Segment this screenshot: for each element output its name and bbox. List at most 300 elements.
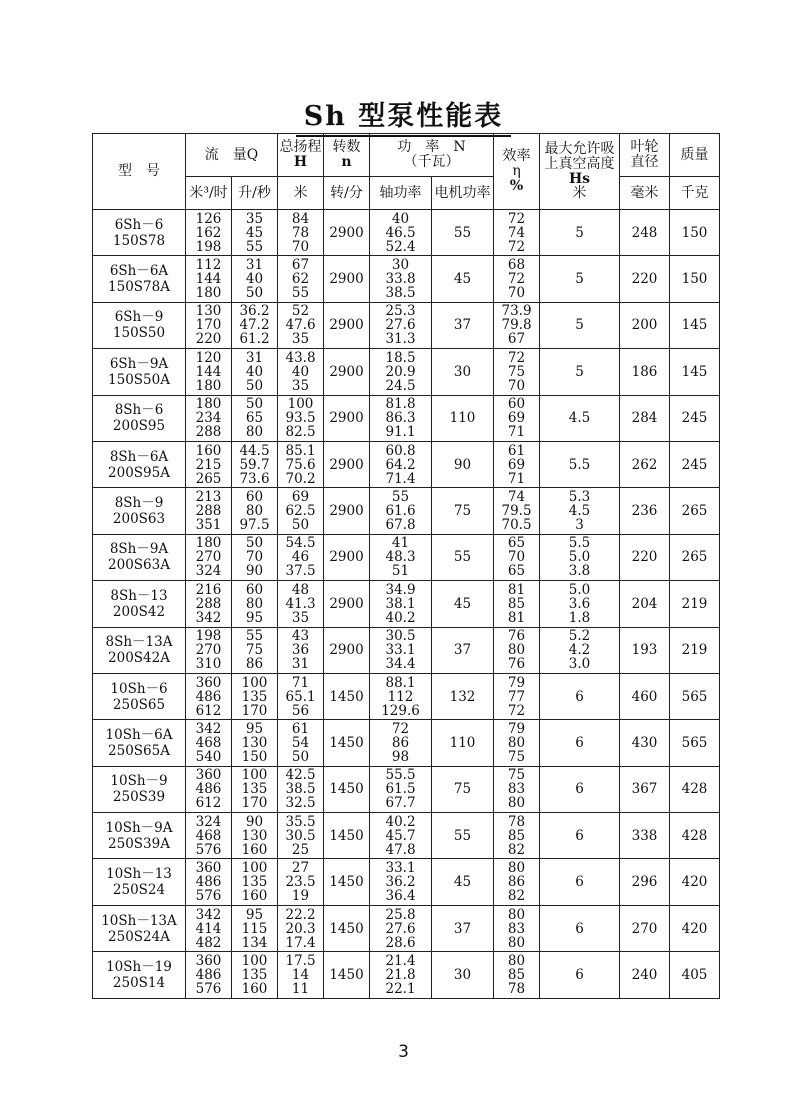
- cell-efficiency: [494, 720, 540, 766]
- cell-shaft-power-line: 21.8: [385, 966, 416, 983]
- cell-impeller-diameter: 193: [620, 627, 670, 673]
- cell-flow-m3h-line: 576: [195, 841, 222, 858]
- cell-shaft-power-line: 51: [391, 563, 410, 580]
- cell-shaft-power-line: 71.4: [385, 470, 416, 487]
- header-efficiency: 效率 η %: [494, 134, 540, 210]
- cell-flow-ls-line: 134: [241, 934, 268, 951]
- cell-suction-height: [540, 534, 620, 580]
- cell-flow-m3h-line: 288: [195, 595, 222, 612]
- cell-impeller-diameter: 296: [620, 859, 670, 905]
- header-model: 型 号: [93, 134, 186, 210]
- cell-flow-m3h-line: 112: [195, 257, 222, 274]
- cell-efficiency-line: 70.5: [501, 517, 532, 534]
- cell-head-line: 54: [291, 734, 310, 751]
- cell-impeller-diameter: 270: [620, 905, 670, 951]
- cell-model: [93, 905, 186, 951]
- cell-efficiency-line: 78: [507, 813, 526, 830]
- cell-shaft-power-line: 24.5: [385, 377, 416, 394]
- cell-flow-m3h-line: 270: [195, 642, 222, 659]
- cell-flow-m3h-line: 220: [195, 331, 222, 348]
- cell-efficiency-line: 72: [507, 210, 526, 227]
- cell-flow-ls-line: 75: [245, 642, 264, 659]
- cell-head-line: 35: [291, 377, 310, 394]
- cell-flow-m3h-line: 126: [195, 210, 222, 227]
- cell-efficiency-line: 71: [507, 424, 526, 441]
- cell-head-line: 50: [291, 517, 310, 534]
- cell-shaft-power-line: 21.4: [385, 952, 416, 969]
- cell-head-line: 17.5: [285, 952, 316, 969]
- cell-suction-height: [540, 952, 620, 998]
- cell-flow-m3h: [186, 813, 232, 859]
- cell-shaft-power: [370, 952, 432, 998]
- cell-speed: 1450: [324, 766, 370, 812]
- cell-efficiency: [494, 581, 540, 627]
- cell-model: [93, 627, 186, 673]
- cell-head-line: 22.2: [285, 906, 316, 923]
- cell-motor-power: 75: [432, 766, 494, 812]
- cell-model-line: 8Sh－13A: [105, 634, 173, 651]
- cell-flow-ls-line: 135: [241, 688, 268, 705]
- cell-model-line: 200S63: [112, 511, 166, 528]
- cell-motor-power: 55: [432, 813, 494, 859]
- cell-flow-ls-line: 100: [241, 860, 268, 877]
- cell-model-line: 150S78A: [108, 279, 170, 296]
- cell-flow-m3h-line: 198: [195, 238, 222, 255]
- cell-suction-height-line: 5: [575, 317, 584, 334]
- cell-flow-ls-line: 50: [245, 285, 264, 302]
- cell-head-line: 100: [287, 396, 314, 413]
- cell-efficiency-line: 67: [507, 331, 526, 348]
- cell-flow-ls-line: 135: [241, 966, 268, 983]
- cell-flow-ls-line: 170: [241, 702, 268, 719]
- cell-efficiency: [494, 256, 540, 302]
- header-impeller-unit: 毫米: [620, 177, 670, 210]
- cell-flow-m3h-line: 144: [195, 363, 222, 380]
- cell-efficiency: [494, 813, 540, 859]
- cell-flow-ls-line: 150: [241, 748, 268, 765]
- cell-shaft-power-line: 129.6: [381, 702, 420, 719]
- cell-shaft-power-line: 22.1: [385, 980, 416, 997]
- cell-flow-ls: [232, 905, 278, 951]
- cell-model-line: 10Sh－9A: [105, 819, 173, 836]
- cell-efficiency-line: 80: [507, 795, 526, 812]
- cell-efficiency-line: 83: [507, 781, 526, 798]
- cell-suction-height-line: 4.5: [568, 503, 591, 520]
- cell-head-line: 23.5: [285, 874, 316, 891]
- cell-flow-m3h-line: 612: [195, 702, 222, 719]
- cell-shaft-power: [370, 210, 432, 256]
- cell-suction-height-line: 3: [575, 517, 584, 534]
- cell-flow-m3h: [186, 766, 232, 812]
- cell-head: [278, 302, 324, 348]
- cell-impeller-diameter: 262: [620, 441, 670, 487]
- cell-efficiency-line: 65: [507, 563, 526, 580]
- cell-flow-m3h-line: 160: [195, 442, 222, 459]
- cell-head-line: 82.5: [285, 424, 316, 441]
- cell-mass: 428: [670, 766, 720, 812]
- cell-motor-power: 37: [432, 302, 494, 348]
- cell-shaft-power: [370, 395, 432, 441]
- cell-suction-height-line: 4.5: [568, 410, 591, 427]
- cell-model-line: 200S63A: [108, 557, 170, 574]
- cell-shaft-power-line: 67.8: [385, 517, 416, 534]
- cell-efficiency-line: 82: [507, 841, 526, 858]
- cell-shaft-power: [370, 720, 432, 766]
- cell-flow-m3h-line: 120: [195, 349, 222, 366]
- cell-shaft-power-line: 36.4: [385, 888, 416, 905]
- page-number: 3: [398, 1042, 409, 1062]
- cell-efficiency-line: 81: [507, 581, 526, 598]
- cell-flow-ls-line: 80: [245, 424, 264, 441]
- cell-head-line: 52: [291, 303, 310, 320]
- cell-model-line: 6Sh－9A: [109, 355, 169, 372]
- table-row: [93, 581, 720, 627]
- cell-head: [278, 534, 324, 580]
- cell-flow-ls-line: 95: [245, 609, 264, 626]
- cell-efficiency-line: 74: [507, 489, 526, 506]
- cell-flow-m3h: [186, 488, 232, 534]
- cell-model: [93, 395, 186, 441]
- cell-head-line: 40: [291, 363, 310, 380]
- cell-flow-m3h-line: 486: [195, 966, 222, 983]
- cell-flow-m3h-line: 576: [195, 888, 222, 905]
- cell-motor-power: 30: [432, 349, 494, 395]
- cell-flow-m3h: [186, 905, 232, 951]
- cell-head-line: 46: [291, 549, 310, 566]
- cell-efficiency-line: 65: [507, 535, 526, 552]
- cell-shaft-power-line: 46.5: [385, 224, 416, 241]
- cell-suction-height: [540, 673, 620, 719]
- cell-shaft-power-line: 34.4: [385, 656, 416, 673]
- cell-suction-height-line: 1.8: [568, 609, 591, 626]
- cell-speed: 1450: [324, 673, 370, 719]
- cell-model-line: 250S24A: [108, 928, 170, 945]
- header-head-unit: 米: [278, 177, 324, 210]
- cell-flow-ls-line: 47.2: [239, 317, 270, 334]
- cell-suction-height-line: 6: [575, 734, 584, 751]
- cell-head-line: 35: [291, 331, 310, 348]
- cell-suction-height: [540, 441, 620, 487]
- header-speed-unit: 转/分: [324, 177, 370, 210]
- cell-head: [278, 673, 324, 719]
- cell-speed: 2900: [324, 302, 370, 348]
- cell-efficiency-line: 85: [507, 966, 526, 983]
- cell-efficiency-line: 80: [507, 860, 526, 877]
- cell-efficiency-line: 80: [507, 906, 526, 923]
- cell-mass: 428: [670, 813, 720, 859]
- table-row: [93, 441, 720, 487]
- cell-speed: 1450: [324, 905, 370, 951]
- cell-head: [278, 256, 324, 302]
- cell-flow-ls: [232, 349, 278, 395]
- cell-shaft-power-line: 40.2: [385, 609, 416, 626]
- cell-efficiency: [494, 395, 540, 441]
- cell-flow-m3h-line: 180: [195, 396, 222, 413]
- cell-head-line: 70.2: [285, 470, 316, 487]
- cell-flow-ls-line: 45: [245, 224, 264, 241]
- cell-mass: 265: [670, 488, 720, 534]
- cell-efficiency-line: 68: [507, 257, 526, 274]
- cell-shaft-power: [370, 349, 432, 395]
- cell-shaft-power: [370, 673, 432, 719]
- header-suction-height: 最大允许吸 上真空高度 Hs 米: [540, 134, 620, 210]
- cell-efficiency-line: 80: [507, 734, 526, 751]
- cell-flow-ls-line: 170: [241, 795, 268, 812]
- cell-suction-height-line: 5: [575, 363, 584, 380]
- cell-flow-m3h-line: 612: [195, 795, 222, 812]
- cell-shaft-power-line: 64.2: [385, 456, 416, 473]
- table-row: [93, 673, 720, 719]
- cell-flow-ls-line: 50: [245, 535, 264, 552]
- cell-efficiency-line: 79.5: [501, 503, 532, 520]
- cell-efficiency-line: 81: [507, 609, 526, 626]
- cell-flow-ls: [232, 441, 278, 487]
- cell-suction-height: [540, 813, 620, 859]
- cell-flow-ls-line: 100: [241, 674, 268, 691]
- cell-head-line: 61: [291, 720, 310, 737]
- cell-mass: 150: [670, 210, 720, 256]
- table-row: [93, 349, 720, 395]
- cell-flow-ls-line: 80: [245, 595, 264, 612]
- cell-efficiency-line: 61: [507, 442, 526, 459]
- cell-flow-ls-line: 31: [245, 349, 264, 366]
- cell-suction-height-line: 6: [575, 966, 584, 983]
- cell-flow-ls-line: 60: [245, 581, 264, 598]
- cell-flow-m3h-line: 342: [195, 906, 222, 923]
- cell-shaft-power-line: 27.6: [385, 920, 416, 937]
- cell-shaft-power-line: 55: [391, 489, 410, 506]
- cell-flow-m3h-line: 360: [195, 767, 222, 784]
- cell-flow-m3h-line: 351: [195, 517, 222, 534]
- cell-shaft-power-line: 60.8: [385, 442, 416, 459]
- cell-model-line: 200S95: [112, 418, 166, 435]
- cell-flow-m3h-line: 180: [195, 285, 222, 302]
- cell-motor-power: 45: [432, 581, 494, 627]
- cell-model: [93, 488, 186, 534]
- cell-mass: 565: [670, 720, 720, 766]
- cell-head-line: 31: [291, 656, 310, 673]
- cell-efficiency-line: 71: [507, 470, 526, 487]
- cell-flow-m3h-line: 288: [195, 424, 222, 441]
- cell-model: [93, 766, 186, 812]
- cell-model-line: 6Sh－9: [114, 309, 164, 326]
- cell-suction-height-line: 5.5: [568, 535, 591, 552]
- cell-suction-height: [540, 395, 620, 441]
- cell-head: [278, 488, 324, 534]
- cell-suction-height-line: 6: [575, 920, 584, 937]
- cell-head-line: 27: [291, 860, 310, 877]
- cell-flow-ls-line: 135: [241, 781, 268, 798]
- cell-flow-m3h-line: 342: [195, 720, 222, 737]
- cell-head-line: 69: [291, 489, 310, 506]
- cell-suction-height: [540, 905, 620, 951]
- cell-flow-m3h-line: 198: [195, 628, 222, 645]
- cell-model-line: 200S42: [112, 603, 166, 620]
- cell-shaft-power-line: 41: [391, 535, 410, 552]
- table-row: [93, 395, 720, 441]
- cell-flow-ls-line: 50: [245, 377, 264, 394]
- cell-impeller-diameter: 284: [620, 395, 670, 441]
- cell-mass: 219: [670, 627, 720, 673]
- cell-head-line: 62.5: [285, 503, 316, 520]
- cell-efficiency-line: 80: [507, 952, 526, 969]
- cell-flow-ls: [232, 859, 278, 905]
- cell-shaft-power-line: 38.1: [385, 595, 416, 612]
- cell-head: [278, 395, 324, 441]
- cell-flow-ls: [232, 720, 278, 766]
- cell-efficiency-line: 72: [507, 702, 526, 719]
- cell-efficiency: [494, 210, 540, 256]
- cell-efficiency-line: 79: [507, 720, 526, 737]
- cell-flow-ls: [232, 488, 278, 534]
- cell-suction-height: [540, 488, 620, 534]
- cell-mass: 420: [670, 859, 720, 905]
- cell-impeller-diameter: 430: [620, 720, 670, 766]
- cell-flow-ls-line: 40: [245, 363, 264, 380]
- header-flow: 流 量Q: [186, 134, 278, 177]
- cell-impeller-diameter: 248: [620, 210, 670, 256]
- cell-efficiency: [494, 905, 540, 951]
- cell-suction-height-line: 6: [575, 688, 584, 705]
- table-row: [93, 256, 720, 302]
- cell-flow-m3h-line: 360: [195, 952, 222, 969]
- cell-flow-ls-line: 31: [245, 257, 264, 274]
- cell-impeller-diameter: 204: [620, 581, 670, 627]
- cell-model-line: 250S65A: [108, 742, 170, 759]
- cell-motor-power: 30: [432, 952, 494, 998]
- cell-flow-m3h: [186, 210, 232, 256]
- cell-model-line: 6Sh－6: [114, 216, 164, 233]
- cell-suction-height-line: 5: [575, 271, 584, 288]
- cell-flow-m3h-line: 215: [195, 456, 222, 473]
- cell-head-line: 78: [291, 224, 310, 241]
- cell-flow-m3h: [186, 859, 232, 905]
- cell-shaft-power: [370, 534, 432, 580]
- cell-flow-m3h: [186, 581, 232, 627]
- cell-flow-ls-line: 50: [245, 396, 264, 413]
- cell-speed: 1450: [324, 952, 370, 998]
- cell-head-line: 93.5: [285, 410, 316, 427]
- cell-flow-m3h-line: 468: [195, 734, 222, 751]
- header-motor-power: 电机功率: [432, 177, 494, 210]
- cell-shaft-power-line: 52.4: [385, 238, 416, 255]
- cell-efficiency-line: 70: [507, 285, 526, 302]
- cell-model: [93, 859, 186, 905]
- table-body: [93, 210, 720, 999]
- cell-shaft-power-line: 86.3: [385, 410, 416, 427]
- cell-mass: 219: [670, 581, 720, 627]
- cell-efficiency-line: 73.9: [501, 303, 532, 320]
- cell-efficiency-line: 83: [507, 920, 526, 937]
- cell-efficiency-line: 80: [507, 642, 526, 659]
- cell-motor-power: 37: [432, 627, 494, 673]
- cell-suction-height-line: 5.5: [568, 456, 591, 473]
- cell-flow-m3h-line: 180: [195, 377, 222, 394]
- cell-efficiency: [494, 534, 540, 580]
- cell-shaft-power-line: 88.1: [385, 674, 416, 691]
- table-row: [93, 210, 720, 256]
- cell-flow-ls-line: 55: [245, 628, 264, 645]
- cell-head-line: 14: [291, 966, 310, 983]
- cell-flow-m3h-line: 130: [195, 303, 222, 320]
- cell-head: [278, 859, 324, 905]
- cell-model: [93, 210, 186, 256]
- header-mass-unit: 千克: [670, 177, 720, 210]
- cell-flow-ls: [232, 534, 278, 580]
- cell-efficiency-line: 70: [507, 377, 526, 394]
- cell-head-line: 65.1: [285, 688, 316, 705]
- cell-head: [278, 581, 324, 627]
- cell-shaft-power-line: 28.6: [385, 934, 416, 951]
- cell-model-line: 6Sh－6A: [109, 263, 169, 280]
- cell-shaft-power-line: 98: [391, 748, 410, 765]
- cell-flow-ls-line: 70: [245, 549, 264, 566]
- cell-head-line: 43.8: [285, 349, 316, 366]
- cell-suction-height-line: 5: [575, 224, 584, 241]
- cell-efficiency: [494, 673, 540, 719]
- cell-flow-ls-line: 97.5: [239, 517, 270, 534]
- cell-model-line: 8Sh－6A: [109, 448, 169, 465]
- cell-flow-ls-line: 135: [241, 874, 268, 891]
- header-flow-unit-ls: 升/秒: [232, 177, 278, 210]
- cell-flow-m3h: [186, 395, 232, 441]
- cell-flow-ls: [232, 395, 278, 441]
- cell-flow-ls-line: 115: [241, 920, 268, 937]
- cell-flow-m3h-line: 288: [195, 503, 222, 520]
- cell-head-line: 37.5: [285, 563, 316, 580]
- cell-shaft-power-line: 30.5: [385, 628, 416, 645]
- cell-efficiency-line: 78: [507, 980, 526, 997]
- cell-model: [93, 441, 186, 487]
- cell-model: [93, 952, 186, 998]
- cell-head: [278, 210, 324, 256]
- cell-speed: 2900: [324, 534, 370, 580]
- cell-head-line: 47.6: [285, 317, 316, 334]
- cell-model-line: 8Sh－6: [114, 402, 164, 419]
- cell-efficiency-line: 69: [507, 410, 526, 427]
- cell-mass: 565: [670, 673, 720, 719]
- cell-shaft-power-line: 34.9: [385, 581, 416, 598]
- cell-shaft-power: [370, 813, 432, 859]
- cell-flow-ls-line: 65: [245, 410, 264, 427]
- cell-flow-m3h: [186, 720, 232, 766]
- cell-impeller-diameter: 200: [620, 302, 670, 348]
- cell-model-line: 10Sh－19: [106, 958, 172, 975]
- header-power: 功 率 N （千瓦）: [370, 134, 494, 177]
- cell-flow-ls: [232, 813, 278, 859]
- cell-model: [93, 349, 186, 395]
- cell-impeller-diameter: 186: [620, 349, 670, 395]
- cell-shaft-power-line: 61.6: [385, 503, 416, 520]
- cell-efficiency-line: 70: [507, 549, 526, 566]
- cell-efficiency-line: 75: [507, 767, 526, 784]
- cell-shaft-power-line: 25.3: [385, 303, 416, 320]
- header-mass: 质量: [670, 134, 720, 177]
- cell-efficiency-line: 75: [507, 363, 526, 380]
- cell-model-line: 200S42A: [108, 650, 170, 667]
- cell-flow-m3h-line: 360: [195, 860, 222, 877]
- cell-mass: 150: [670, 256, 720, 302]
- cell-efficiency-line: 75: [507, 748, 526, 765]
- cell-speed: 2900: [324, 627, 370, 673]
- cell-flow-ls-line: 130: [241, 734, 268, 751]
- cell-model-line: 10Sh－6A: [105, 726, 173, 743]
- cell-impeller-diameter: 220: [620, 534, 670, 580]
- table-row: [93, 302, 720, 348]
- cell-head: [278, 720, 324, 766]
- cell-flow-m3h-line: 468: [195, 827, 222, 844]
- table-row: [93, 627, 720, 673]
